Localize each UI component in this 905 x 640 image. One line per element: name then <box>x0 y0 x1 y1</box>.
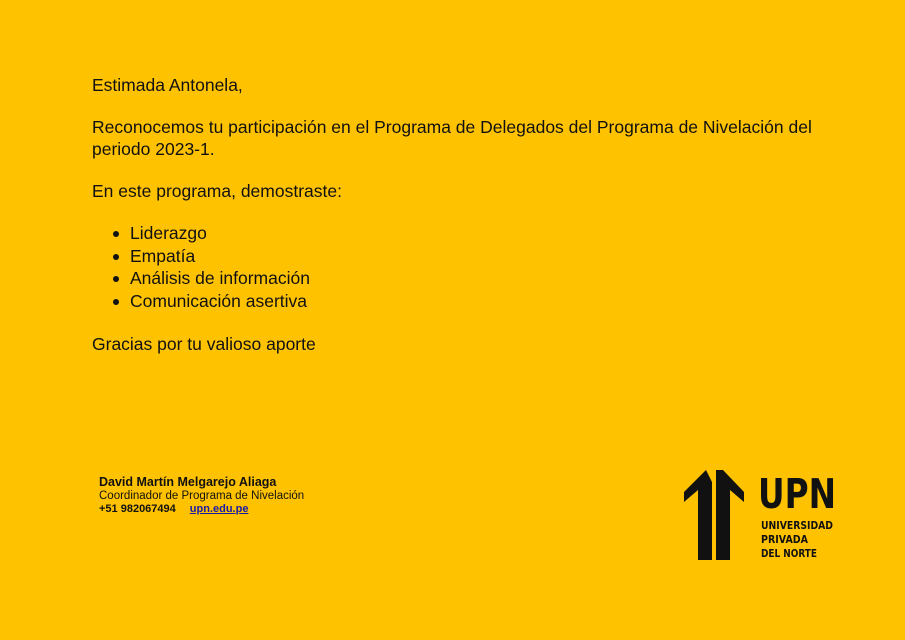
greeting: Estimada Antonela, <box>92 75 243 95</box>
signer-title: Coordinador de Programa de Nivelación <box>99 490 305 502</box>
qualities-list <box>92 222 832 312</box>
logo-line-2: PRIVADA <box>761 533 809 546</box>
logo-line-3: DEL NORTE <box>761 547 817 560</box>
signer-contact <box>99 503 304 516</box>
list-item: Empatía <box>130 245 832 268</box>
signer-name: David Martín Melgarejo Aliaga <box>99 475 277 489</box>
recognition-paragraph: Reconocemos tu participación en el Programa de Delegados del Programa de Nivelación del periodo 2023-1. <box>92 117 812 159</box>
logo-line-1: UNIVERSIDAD <box>761 519 833 532</box>
upn-arrow-icon <box>684 470 744 560</box>
signature-block <box>99 475 304 516</box>
closing-line: Gracias por tu valioso aporte <box>92 334 316 354</box>
upn-logo <box>684 470 839 562</box>
website-link[interactable]: upn.edu.pe <box>189 503 249 515</box>
qualities-lead-in: En este programa, demostraste: <box>92 181 342 201</box>
letter-body <box>92 74 832 355</box>
list-item: Análisis de información <box>130 267 832 290</box>
list-item: Comunicación asertiva <box>130 290 832 313</box>
logo-wordmark: UPN <box>758 470 836 518</box>
list-item: Liderazgo <box>130 222 832 245</box>
signer-phone: +51 982067494 <box>99 503 176 515</box>
